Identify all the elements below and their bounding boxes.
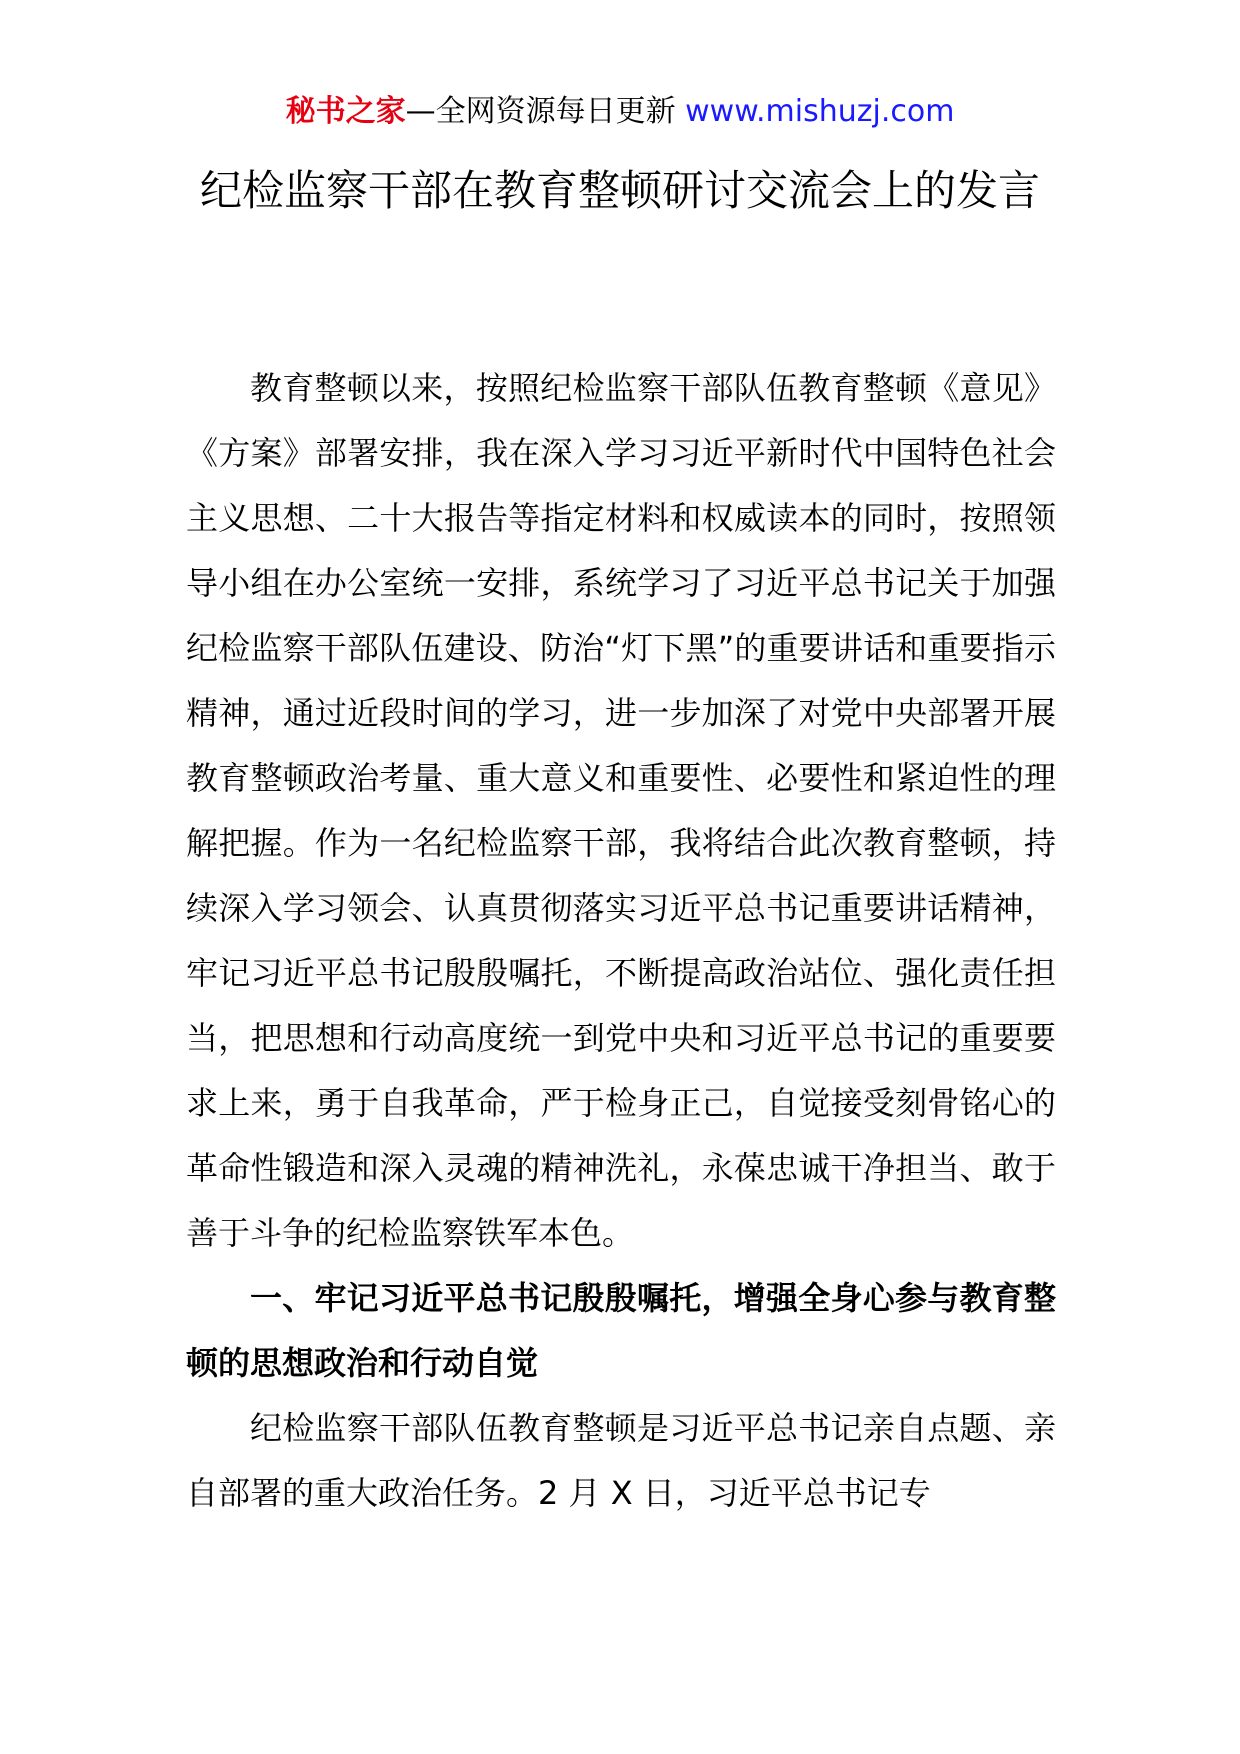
document-body [186,356,1056,1526]
body-paragraph: 纪检监察干部队伍教育整顿是习近平总书记亲自点题、亲自部署的重大政治任务。2 月 X 日，习近平总书记专 [186,1409,1056,1512]
document-title: 纪检监察干部在教育整顿研讨交流会上的发言 [199,166,1040,215]
site-brand: 秘书之家 [285,94,406,129]
site-header [0,92,1240,132]
site-tagline: —全网资源每日更新 [405,94,686,129]
section-heading: 一、牢记习近平总书记殷殷嘱托，增强全身心参与教育整顿的思想政治和行动自觉 [186,1279,1056,1382]
site-url-link[interactable]: www.mishuzj.com [685,94,955,129]
body-paragraph: 教育整顿以来，按照纪检监察干部队伍教育整顿《意见》《方案》部署安排，我在深入学习习近平新时代中国特色社会主义思想、二十大报告等指定材料和权威读本的同时，按照领导小组在办公室统一安排，系统学习了习近平总书记关于加强纪检监察干部队伍建设、防治“灯下黑”的重要讲话和重要指示精神，通过近段时间的学习，进一步加深了对党中央部署开展教育整顿政治考量、重大意义和重要性、必要性和紧迫性的理解把握。作为一名纪检监察干部，我将结合此次教育整顿，持续深入学习领会、认真贯彻落实习近平总书记重要讲话精神，牢记习近平总书记殷殷嘱托，不断提高政治站位、强化责任担当，把思想和行动高度统一到党中央和习近平总书记的重要要求上来，勇于自我革命，严于检身正己，自觉接受刻骨铭心的革命性锻造和深入灵魂的精神洗礼，永葆忠诚干净担当、敢于善于斗争的纪检监察铁军本色。 [186,369,1056,1252]
